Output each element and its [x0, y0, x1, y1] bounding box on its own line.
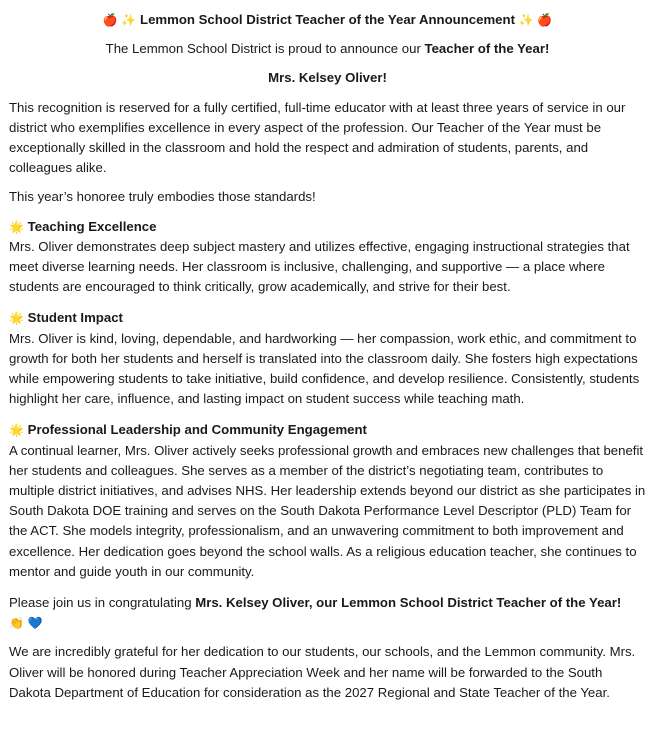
glowing-star-icon: 🌟	[9, 423, 24, 438]
section-heading	[9, 308, 646, 328]
post-title	[9, 10, 646, 30]
section-body: Mrs. Oliver demonstrates deep subject mastery and utilizes effective, engaging instructional strategies that meet diverse learning needs. Her classroom is inclusive, challenging, and supportive — a place where students are encouraged to think critically, grow academically, and strive for their best.	[9, 238, 630, 295]
recognition-paragraph: This recognition is reserved for a fully certified, full-time educator with at least three years of service in our district who exemplifies excellence in every aspect of the profession. Our Teacher of the Year must be exceptionally skilled in the classroom and hold the respect and admiration of students, parents, and colleagues alike.	[9, 99, 626, 176]
apple-icon: 🍎	[102, 13, 118, 27]
section-body: A continual learner, Mrs. Oliver actively seeks professional growth and embraces new challenges that benefit her students and colleagues. She serves as a member of the district’s negotiating team, contributes to multiple district initiatives, and advises NHS. Her leadership extends beyond our district as she participates in South Dakota DOE training and serves on the South Dakota Performance Level Descriptor (PLD) Team for the ACT. She models integrity, professionalism, and an unwavering commitment to both improvement and excellence. Her dedication goes beyond the school walls. As a religious education teacher, she continues to mentor and guide youth in our community.	[9, 442, 646, 579]
glowing-star-icon: 🌟	[9, 219, 24, 234]
sparkles-icon: ✨	[121, 13, 137, 27]
section-teaching-excellence	[9, 217, 646, 298]
section-professional-leadership	[9, 420, 646, 582]
closing-paragraph: We are incredibly grateful for her dedication to our students, our schools, and the Lemmon community. Mrs. Oliver will be honored during Teacher Appreciation Week and her name will be forwarded to the South Dakota Department of Education for consideration as the 2027 Regional and State Teacher of the Year.	[9, 644, 636, 700]
honoree-name: Mrs. Kelsey Oliver!	[268, 70, 387, 86]
congrats-bold: Mrs. Kelsey Oliver, our Lemmon School District Teacher of the Year!	[195, 595, 622, 611]
blue-heart-icon: 💙	[27, 616, 43, 631]
sparkles-icon: ✨	[518, 13, 534, 27]
section-heading-text: Student Impact	[27, 310, 123, 326]
standards-line: This year’s honoree truly embodies those standards!	[9, 189, 316, 205]
intro-bold: Teacher of the Year!	[424, 41, 550, 57]
section-heading	[9, 217, 646, 237]
post-title-text: Lemmon School District Teacher of the Year Announcement	[140, 12, 515, 27]
section-student-impact	[9, 308, 646, 409]
apple-icon: 🍎	[537, 13, 553, 27]
section-heading-text: Teaching Excellence	[27, 218, 157, 234]
congrats-text: Please join us in congratulating	[9, 595, 196, 611]
section-heading	[9, 420, 646, 440]
intro-line	[9, 39, 646, 59]
congrats-paragraph	[9, 593, 646, 633]
section-body: Mrs. Oliver is kind, loving, dependable, and hardworking — her compassion, work ethic, and commitment to growth for both her students and herself is translated into the classroom daily. She fosters high expectations while empowering students to take initiative, build confidence, and develop resilience. Consistently, students highlight her care, influence, and lasting impact on student success while teaching math.	[9, 330, 640, 407]
clapping-hands-icon: 👏	[9, 616, 24, 631]
section-heading-text: Professional Leadership and Community Engagement	[27, 422, 367, 438]
intro-text: The Lemmon School District is proud to announce our	[105, 41, 425, 57]
glowing-star-icon: 🌟	[9, 311, 24, 326]
